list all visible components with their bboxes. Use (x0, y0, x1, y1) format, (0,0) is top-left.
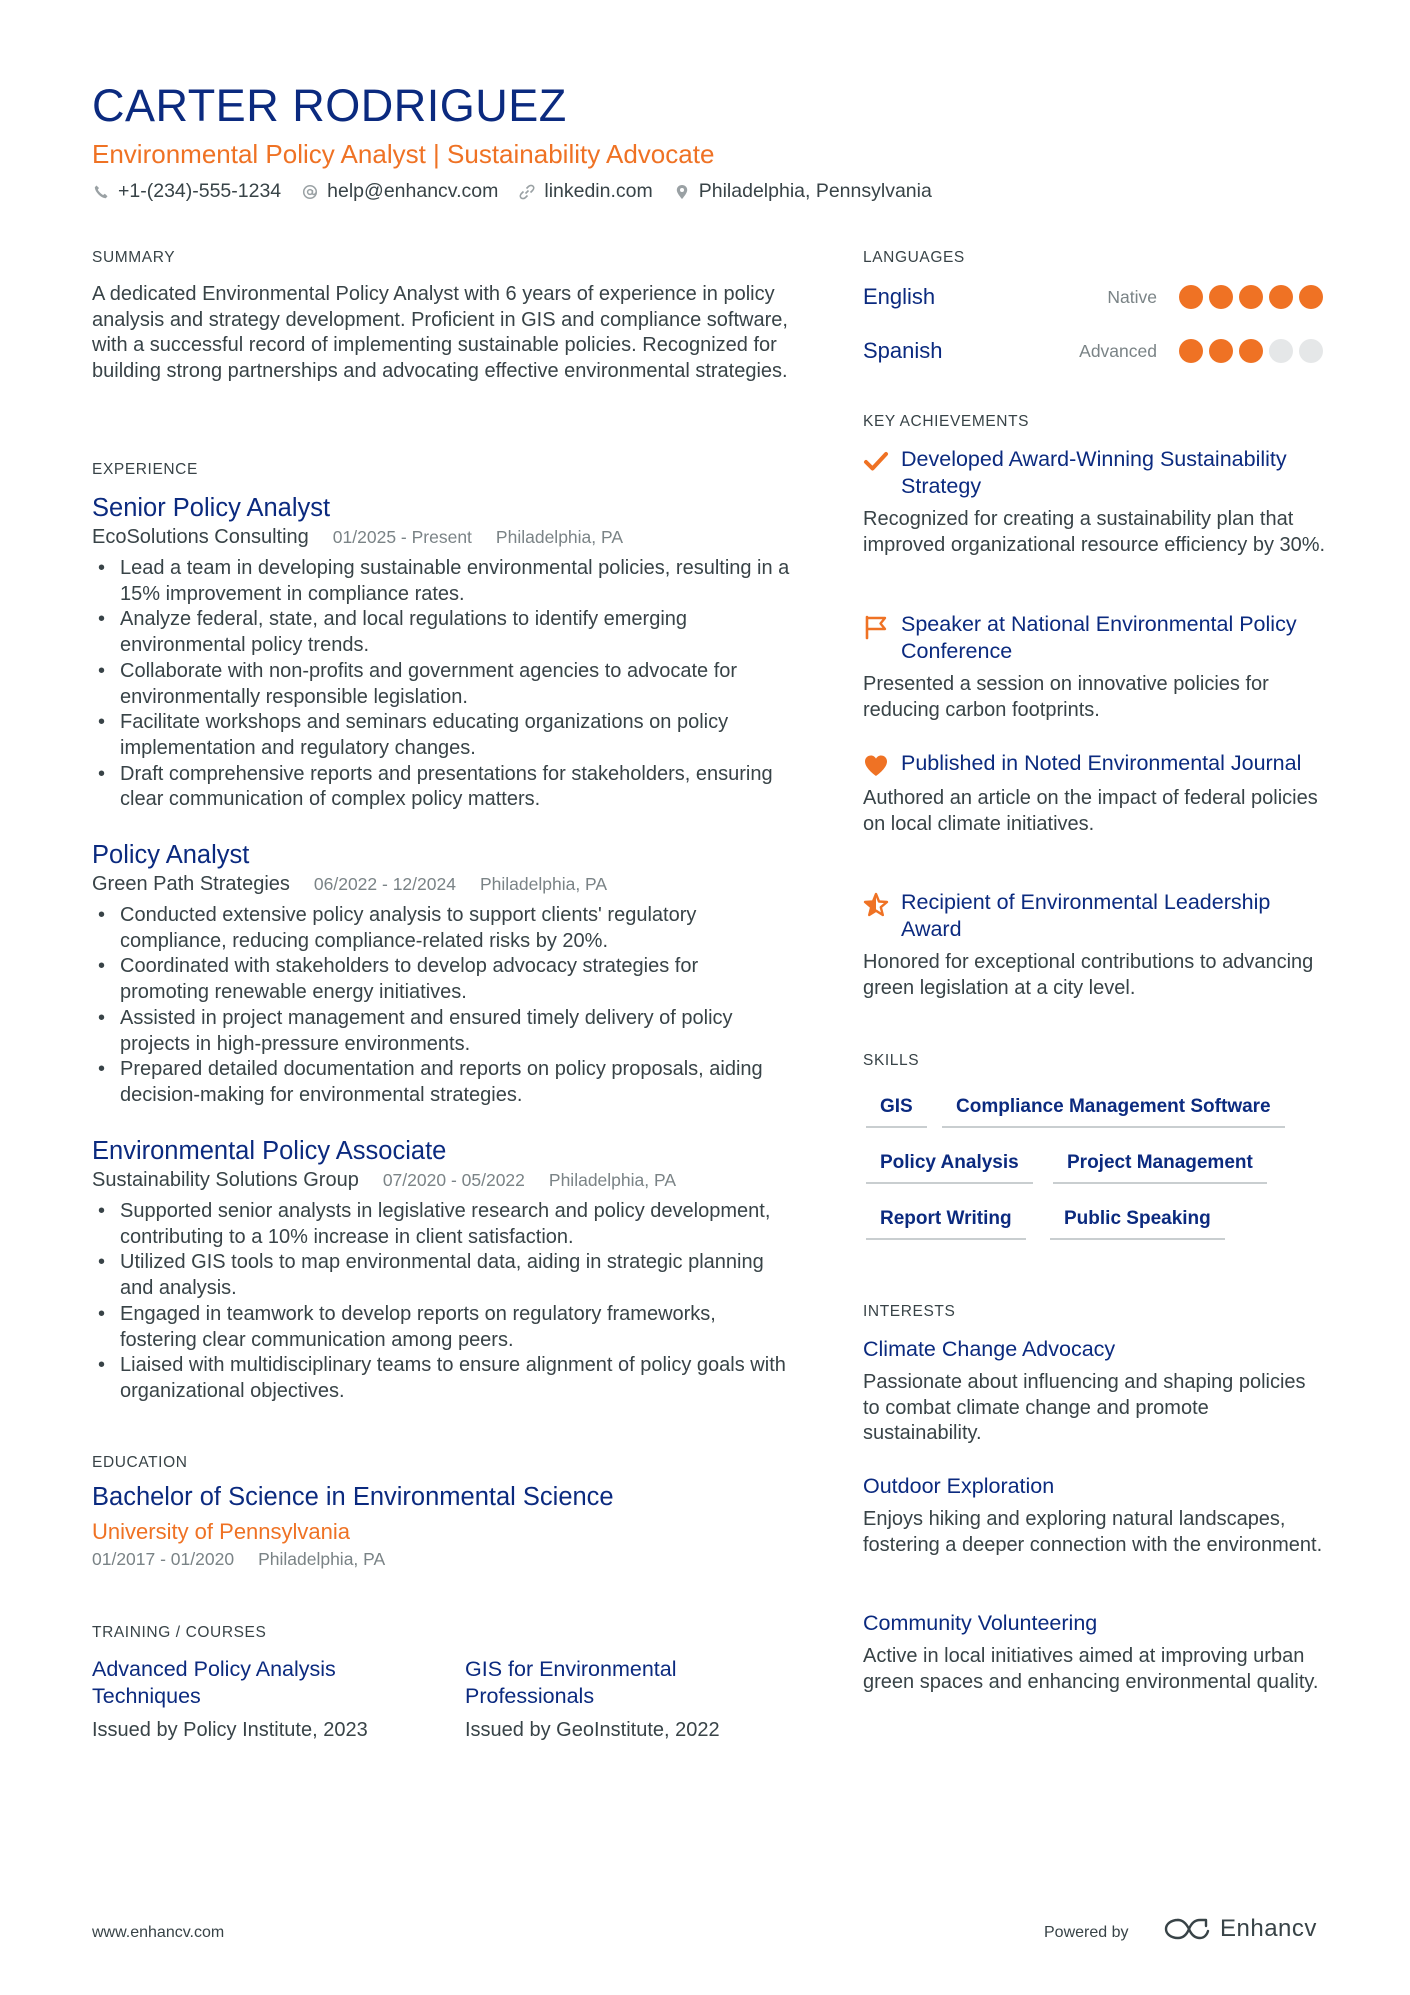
brand-name: Enhancv (1220, 1915, 1317, 1942)
course-entry (92, 1656, 412, 1743)
email-text: help@enhancv.com (327, 180, 499, 202)
bullet-item: • Analyze federal, state, and local regulations to identify emerging environmental policy trends. (92, 607, 792, 658)
interest-entry (863, 1610, 1323, 1695)
languages-heading: LANGUAGES (863, 249, 965, 266)
education-school: University of Pennsylvania (92, 1519, 351, 1544)
job-location: Philadelphia, PA (495, 527, 624, 547)
interest-entry (863, 1336, 1323, 1447)
skill-tag: Report Writing (866, 1207, 1026, 1240)
interest-entry (863, 1473, 1323, 1558)
contact-location (673, 180, 932, 203)
interest-title: Climate Change Advocacy (863, 1337, 1116, 1361)
rating-dot-empty (1299, 339, 1323, 363)
course-issuer: Issued by GeoInstitute, 2022 (465, 1719, 720, 1741)
interest-desc: Enjoys hiking and exploring natural landscapes, fostering a deeper connection with the environment. (863, 1508, 1323, 1556)
job-meta (92, 871, 792, 897)
bullet-item: • Draft comprehensive reports and presentations for stakeholders, ensuring clear communication of complex policy matters. (92, 762, 792, 813)
interest-title: Outdoor Exploration (863, 1474, 1055, 1498)
experience-entry (92, 839, 792, 1109)
flag-icon (863, 614, 889, 640)
contact-phone (92, 180, 281, 203)
heart-icon (863, 753, 889, 779)
job-company: EcoSolutions Consulting (92, 526, 309, 548)
job-meta (92, 524, 792, 550)
achievement-title: Speaker at National Environmental Policy Conference (901, 612, 1297, 663)
interest-title: Community Volunteering (863, 1611, 1098, 1635)
achievement-entry (863, 750, 1333, 837)
enhancv-logo-icon (1162, 1914, 1212, 1944)
bullet-item: • Supported senior analysts in legislative research and policy development, contributing to a 10% increase in client satisfaction. (92, 1199, 792, 1250)
education-heading: EDUCATION (92, 1454, 188, 1471)
skills-heading: SKILLS (863, 1052, 920, 1069)
language-level: Native (1107, 286, 1157, 307)
rating-dot-filled (1269, 285, 1293, 309)
link-icon (518, 183, 536, 201)
skill-tag: Policy Analysis (866, 1151, 1033, 1184)
bullet-item: • Engaged in teamwork to develop reports on regulatory frameworks, fostering clear communication among peers. (92, 1302, 792, 1353)
achievement-entry (863, 611, 1333, 723)
bullet-item: • Collaborate with non-profits and government agencies to advocate for environmentally responsible legislation. (92, 659, 792, 710)
powered-by-label: Powered by (1044, 1924, 1129, 1941)
brand-logo[interactable] (1162, 1914, 1317, 1944)
language-entry (863, 335, 1323, 367)
phone-icon (92, 183, 110, 201)
course-title: GIS for Environmental Professionals (465, 1657, 677, 1708)
education-degree: Bachelor of Science in Environmental Science (92, 1483, 614, 1511)
phone-text: +1-(234)-555-1234 (118, 180, 282, 202)
rating-dot-filled (1209, 339, 1233, 363)
bullet-item: • Prepared detailed documentation and reports on policy proposals, aiding decision-making for environmental strategies. (92, 1057, 792, 1108)
bullet-item: • Utilized GIS tools to map environmental data, aiding in strategic planning and analysis. (92, 1250, 792, 1301)
rating-dot-filled (1209, 285, 1233, 309)
achievement-desc: Authored an article on the impact of federal policies on local climate initiatives. (863, 787, 1318, 835)
job-bullets (92, 903, 792, 1109)
summary-text: A dedicated Environmental Policy Analyst with 6 years of experience in policy analysis and strategy development. Proficient in GIS and compliance software, with a successful record of implementing sustainable policies. Recognized for building strong partnerships and advocating effective environmental strategies. (92, 283, 788, 383)
job-title: Policy Analyst (92, 841, 250, 869)
job-bullets (92, 556, 792, 813)
job-company: Sustainability Solutions Group (92, 1169, 359, 1191)
summary-heading: SUMMARY (92, 249, 176, 266)
education-location: Philadelphia, PA (258, 1549, 386, 1569)
job-location: Philadelphia, PA (479, 874, 608, 894)
rating-dot-filled (1239, 339, 1263, 363)
language-rating (1173, 339, 1323, 363)
skill-tag: Project Management (1053, 1151, 1267, 1184)
rating-dot-filled (1239, 285, 1263, 309)
achievement-entry (863, 889, 1333, 1001)
course-title: Advanced Policy Analysis Techniques (92, 1657, 336, 1708)
location-text: Philadelphia, Pennsylvania (698, 180, 932, 202)
link-text: linkedin.com (544, 180, 653, 202)
interest-desc: Active in local initiatives aimed at improving urban green spaces and enhancing environmental quality. (863, 1645, 1319, 1693)
experience-entry (92, 492, 792, 813)
rating-dot-filled (1179, 285, 1203, 309)
location-pin-icon (673, 183, 691, 201)
candidate-role: Environmental Policy Analyst | Sustainability Advocate (92, 139, 715, 169)
job-title: Environmental Policy Associate (92, 1137, 447, 1165)
interests-heading: INTERESTS (863, 1303, 956, 1320)
language-name: English (863, 284, 936, 309)
job-company: Green Path Strategies (92, 873, 290, 895)
achievement-desc: Presented a session on innovative policies for reducing carbon footprints. (863, 673, 1269, 721)
job-title: Senior Policy Analyst (92, 494, 331, 522)
rating-dot-empty (1269, 339, 1293, 363)
skill-tag: Public Speaking (1050, 1207, 1225, 1240)
at-icon (301, 183, 319, 201)
bullet-item: • Coordinated with stakeholders to develop advocacy strategies for promoting renewable energy initiatives. (92, 954, 792, 1005)
candidate-name: CARTER RODRIGUEZ (92, 80, 567, 131)
job-meta (92, 1167, 792, 1193)
course-issuer: Issued by Policy Institute, 2023 (92, 1719, 368, 1741)
job-bullets (92, 1199, 792, 1405)
job-date: 06/2022 - 12/2024 (313, 874, 456, 894)
language-level: Advanced (1079, 340, 1157, 361)
achievement-title: Recipient of Environmental Leadership Award (901, 890, 1271, 941)
language-entry (863, 281, 1323, 313)
rating-dot-filled (1299, 285, 1323, 309)
achievement-title: Developed Award-Winning Sustainability Strategy (901, 447, 1287, 498)
education-entry (92, 1481, 792, 1570)
experience-heading: EXPERIENCE (92, 461, 198, 478)
achievement-desc: Recognized for creating a sustainability plan that improved organizational resource efficiency by 30%. (863, 508, 1326, 556)
job-location: Philadelphia, PA (548, 1170, 677, 1190)
star-icon (863, 892, 889, 918)
achievement-title: Published in Noted Environmental Journal (901, 751, 1302, 775)
language-rating (1173, 285, 1323, 309)
achievement-entry (863, 446, 1333, 558)
contact-email[interactable] (301, 180, 498, 203)
experience-entry (92, 1135, 792, 1405)
rating-dot-filled (1179, 339, 1203, 363)
language-name: Spanish (863, 338, 943, 363)
achievements-heading: KEY ACHIEVEMENTS (863, 413, 1030, 430)
bullet-item: • Assisted in project management and ensured timely delivery of policy projects in high-pressure environments. (92, 1006, 792, 1057)
education-date: 01/2017 - 01/2020 (92, 1549, 235, 1569)
contact-bar (92, 180, 952, 203)
education-meta (92, 1548, 792, 1570)
job-date: 07/2020 - 05/2022 (382, 1170, 525, 1190)
achievement-desc: Honored for exceptional contributions to advancing green legislation at a city level. (863, 951, 1314, 999)
contact-link[interactable] (518, 180, 652, 203)
interest-desc: Passionate about influencing and shaping policies to combat climate change and promote sustainability. (863, 1371, 1306, 1445)
training-heading: TRAINING / COURSES (92, 1624, 267, 1641)
footer-url[interactable]: www.enhancv.com (92, 1924, 225, 1941)
course-entry (465, 1656, 785, 1743)
skill-tag: GIS (866, 1095, 927, 1128)
checkmark-icon (863, 449, 889, 475)
job-date: 01/2025 - Present (332, 527, 472, 547)
bullet-item: • Liaised with multidisciplinary teams to ensure alignment of policy goals with organizational objectives. (92, 1353, 792, 1404)
bullet-item: • Conducted extensive policy analysis to support clients' regulatory compliance, reducing compliance-related risks by 20%. (92, 903, 792, 954)
bullet-item: • Facilitate workshops and seminars educating organizations on policy implementation and regulatory changes. (92, 710, 792, 761)
bullet-item: • Lead a team in developing sustainable environmental policies, resulting in a 15% improvement in compliance rates. (92, 556, 792, 607)
skill-tag: Compliance Management Software (942, 1095, 1285, 1128)
